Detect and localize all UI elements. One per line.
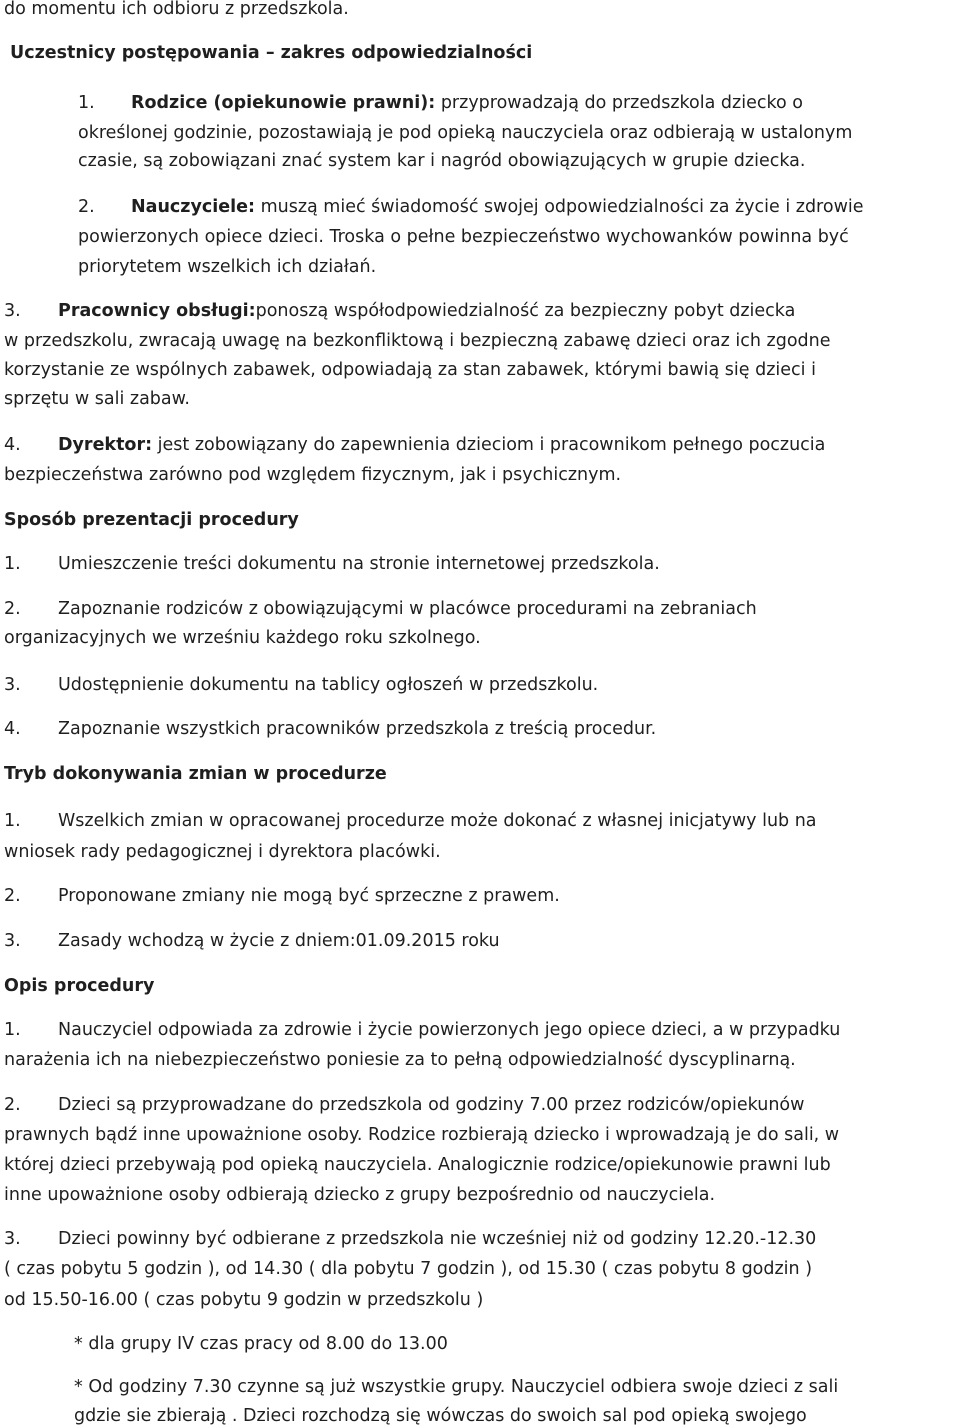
item-number: 2.: [4, 886, 21, 906]
item-number: 3.: [4, 301, 21, 321]
item-number: 3.: [4, 1229, 21, 1249]
item-number: 1.: [4, 554, 21, 574]
item-number: 4.: [4, 719, 21, 739]
section-heading-presentation: Sposób prezentacji procedury: [4, 510, 299, 530]
item-text: korzystanie ze wspólnych zabawek, odpowiadają za stan zabawek, którymi bawią się dzieci i: [4, 360, 816, 380]
item-text: Wszelkich zmian w opracowanej procedurze może dokonać z własnej inicjatywy lub na: [58, 811, 817, 831]
list-item: [4, 553, 660, 575]
item-text: określonej godzinie, pozostawiają je pod opieką nauczyciela oraz odbierają w ustalonym: [78, 123, 853, 143]
item-text: muszą mieć świadomość swojej odpowiedzialności za życie i zdrowie: [255, 197, 864, 217]
list-item: [78, 92, 803, 114]
item-text: Proponowane zmiany nie mogą być sprzeczne z prawem.: [58, 886, 560, 906]
list-item: [4, 434, 825, 456]
item-title: Pracownicy obsługi:: [58, 301, 256, 321]
list-item: [4, 930, 500, 952]
item-text: Nauczyciel odpowiada za zdrowie i życie powierzonych jego opiece dzieci, a w przypadku: [58, 1020, 841, 1040]
item-number: 2.: [4, 599, 21, 619]
item-title: Rodzice (opiekunowie prawni):: [131, 93, 436, 113]
item-text: narażenia ich na niebezpieczeństwo poniesie za to pełną odpowiedzialność dyscyplinarną.: [4, 1050, 796, 1070]
item-text: Umieszczenie treści dokumentu na stronie internetowej przedszkola.: [58, 554, 660, 574]
list-item: [4, 718, 656, 740]
item-text: inne upoważnione osoby odbierają dziecko z grupy bezpośrednio od nauczyciela.: [4, 1185, 716, 1205]
list-item: [4, 598, 757, 620]
item-text: sprzętu w sali zabaw.: [4, 389, 190, 409]
list-item: [4, 1019, 840, 1041]
item-text: przyprowadzają do przedszkola dziecko o: [435, 93, 803, 113]
item-text: ponoszą współodpowiedzialność za bezpieczny pobyt dziecka: [255, 301, 796, 321]
item-number: 1.: [4, 811, 21, 831]
item-number: 2.: [4, 1095, 21, 1115]
list-item: [4, 1228, 816, 1250]
list-item: [4, 885, 560, 907]
item-number: 4.: [4, 435, 21, 455]
item-text: Udostępnienie dokumentu na tablicy ogłoszeń w przedszkolu.: [58, 675, 599, 695]
item-number: 1.: [78, 93, 95, 113]
bullet-item: * dla grupy IV czas pracy od 8.00 do 13.00: [74, 1334, 448, 1354]
item-text: bezpieczeństwa zarówno pod względem fizycznym, jak i psychicznym.: [4, 465, 622, 485]
item-number: 1.: [4, 1020, 21, 1040]
item-text: czasie, są zobowiązani znać system kar i nagród obowiązujących w grupie dziecka.: [78, 151, 806, 171]
item-number: 2.: [78, 197, 95, 217]
section-heading-description: Opis procedury: [4, 976, 155, 996]
item-text: Zapoznanie rodziców z obowiązującymi w placówce procedurami na zebraniach: [58, 599, 757, 619]
item-text: priorytetem wszelkich ich działań.: [78, 257, 377, 277]
section-heading-participants: Uczestnicy postępowania – zakres odpowiedzialności: [10, 43, 533, 63]
item-text: Zapoznanie wszystkich pracowników przedszkola z treścią procedur.: [58, 719, 657, 739]
section-heading-changes: Tryb dokonywania zmian w procedurze: [4, 764, 387, 784]
item-number: 3.: [4, 675, 21, 695]
item-title: Dyrektor:: [58, 435, 153, 455]
bullet-item: * Od godziny 7.30 czynne są już wszystkie grupy. Nauczyciel odbiera swoje dzieci z sali: [74, 1377, 839, 1397]
item-text: w przedszkolu, zwracają uwagę na bezkonfliktową i bezpieczną zabawę dzieci oraz ich zgodne: [4, 331, 831, 351]
item-text: Zasady wchodzą w życie z dniem:01.09.2015 roku: [58, 931, 500, 951]
item-text: której dzieci przebywają pod opieką nauczyciela. Analogicznie rodzice/opiekunowie prawni lub: [4, 1155, 831, 1175]
item-text: Dzieci są przyprowadzane do przedszkola od godziny 7.00 przez rodziców/opiekunów: [58, 1095, 805, 1115]
list-item: [4, 1094, 804, 1116]
item-title: Nauczyciele:: [131, 197, 255, 217]
item-text: od 15.50-16.00 ( czas pobytu 9 godzin w przedszkolu ): [4, 1290, 484, 1310]
item-text: jest zobowiązany do zapewnienia dzieciom i pracownikom pełnego poczucia: [152, 435, 826, 455]
item-text: Dzieci powinny być odbierane z przedszkola nie wcześniej niż od godziny 12.20.-12.30: [58, 1229, 817, 1249]
item-text: ( czas pobytu 5 godzin ), od 14.30 ( dla pobytu 7 godzin ), od 15.30 ( czas pobytu 8 godzin ): [4, 1259, 813, 1279]
bullet-item: gdzie sie zbierają . Dzieci rozchodzą się wówczas do swoich sal pod opieką swojego: [74, 1406, 807, 1426]
item-number: 3.: [4, 931, 21, 951]
item-text: prawnych bądź inne upoważnione osoby. Rodzice rozbierają dziecko i wprowadzają je do sali, w: [4, 1125, 840, 1145]
item-text: wniosek rady pedagogicznej i dyrektora placówki.: [4, 842, 441, 862]
item-text: organizacyjnych we wrześniu każdego roku szkolnego.: [4, 628, 481, 648]
list-item: [4, 300, 795, 322]
list-item: [4, 674, 598, 696]
item-text: powierzonych opiece dzieci. Troska o pełne bezpieczeństwo wychowanków powinna być: [78, 227, 849, 247]
list-item: [78, 196, 864, 218]
intro-text: do momentu ich odbioru z przedszkola.: [4, 0, 349, 19]
list-item: [4, 810, 817, 832]
